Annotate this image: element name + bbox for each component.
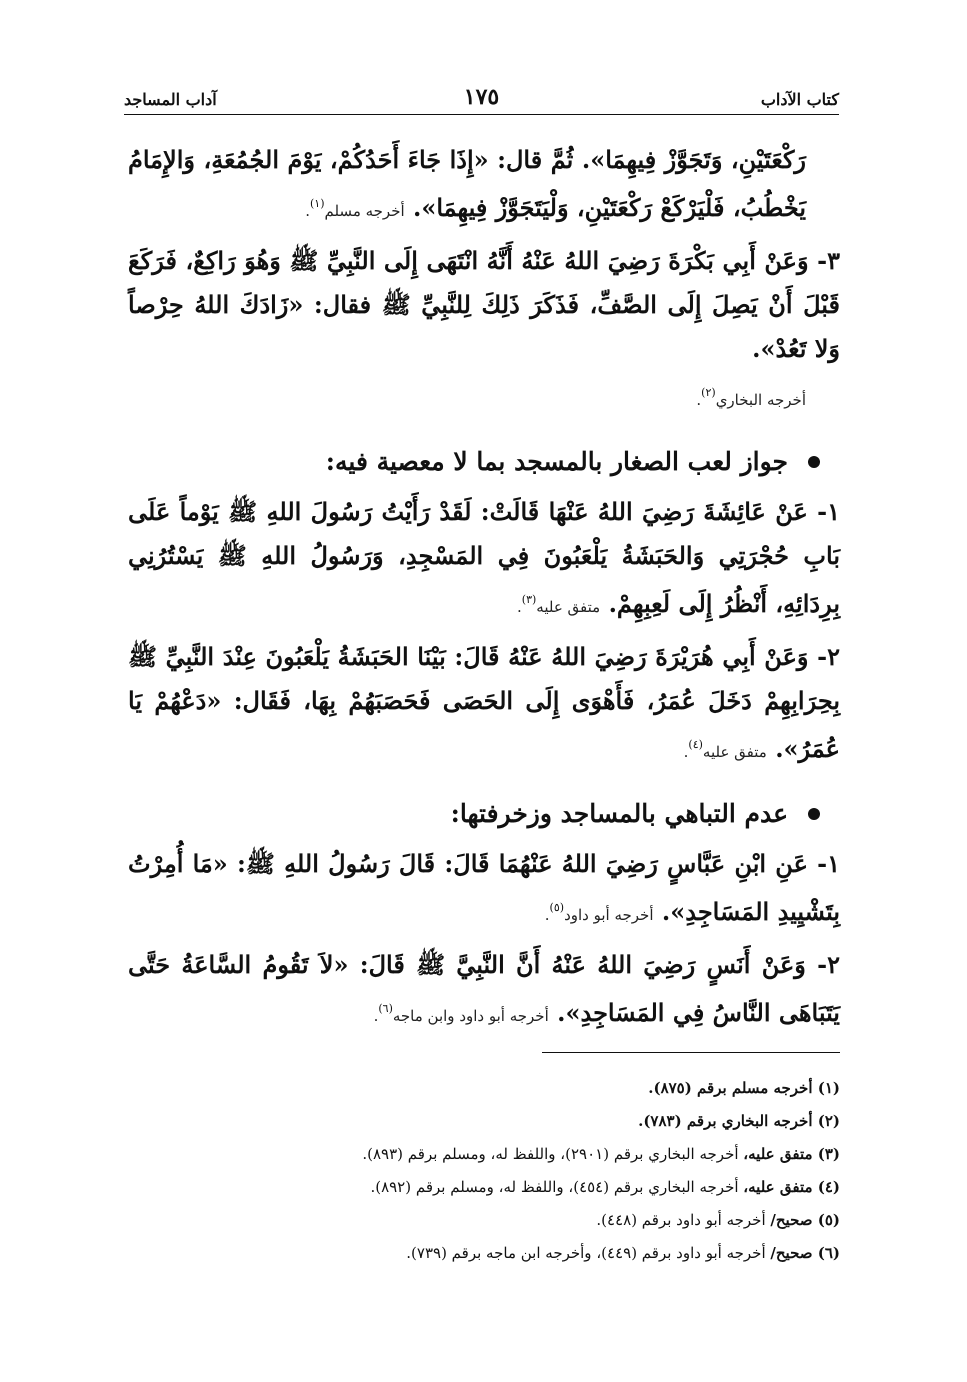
hadith-text: وَعَنْ أَبِي بَكْرَةَ رَضِيَ اللهُ عَنْهُ أَنَّهُ انْتَهَى إِلَى النَّبِيِّ ﷺ وَهُوَ رَاكِعٌ، فَرَكَعَ قَبْلَ أَنْ يَصِلَ إِلَى الصَّفِّ، فَذَكَرَ ذَلِكَ لِلنَّبِيِّ ﷺ فقال: «زَادَكَ اللهُ حِرْصاً وَلا تَعُدْ». bbox=[128, 246, 840, 363]
hadith-text: عَنْ عَائِشَةَ رَضِيَ اللهُ عَنْهَا قَالَتْ: لَقَدْ رَأَيْتُ رَسُولَ اللهِ ﷺ يَوْماً عَلَى بَابِ حُجْرَتِي وَالحَبَشَةُ يَلْعَبُونَ فِي المَسْجِدِ، وَرَسُولُ اللهِ ﷺ يَسْتُرُنِي بِرِدَائِهِ، أَنْظُرُ إِلَى لَعِبِهِمْ. bbox=[128, 497, 840, 618]
hadith-text: وَعَنْ أَبِي هُرَيْرَةَ رَضِيَ اللهُ عَنْهُ قَالَ: بَيْنَا الحَبَشَةُ يَلْعَبُونَ عِنْدَ النَّبِيِّ ﷺ بِحِرَابِهِمْ دَخَلَ عُمَرُ، فَأَهْوَى إِلَى الحَصَى فَحَصَبَهُمْ بِهَا، فَقَال: «دَعْهُمْ يَا عُمَرُ». bbox=[128, 642, 840, 763]
hadith-text: رَكْعَتَيْنِ، وَتَجَوَّزْ فِيهِمَا». ثُمَّ قال: «إِذَا جَاءَ أَحَدُكُمْ، يَوْمَ الجُمُعَةِ، وَالإِمَامُ يَخْطُبُ، فَلْيَرْكَعْ رَكْعَتَيْنِ، وَلْيَتَجَوَّزْ فِيهِمَا». bbox=[128, 145, 806, 222]
footnote-1: (١) أخرجه مسلم برقم (٨٧٥). bbox=[648, 1079, 840, 1097]
hadith-item-3: ٣- وَعَنْ أَبِي بَكْرَةَ رَضِيَ اللهُ عَنْهُ أَنَّهُ انْتَهَى إِلَى النَّبِيِّ ﷺ وَهُوَ رَاكِعٌ، فَرَكَعَ قَبْلَ أَنْ يَصِلَ إِلَى الصَّفِّ، فَذَكَرَ ذَلِكَ لِلنَّبِيِّ ﷺ فقال: «زَادَكَ اللهُ حِرْصاً وَلا تَعُدْ». أخرجه البخاري$^{(٢)}$. bbox=[128, 246, 840, 409]
hadith-text: وَعَنْ أَنَسٍ رَضِيَ اللهُ عَنْهُ أَنَّ النَّبِيَّ ﷺ قَالَ: «لاَ تَقُومُ السَّاعَةُ حَتَّى يَتَبَاهَى النَّاسُ فِي المَسَاجِدِ». bbox=[128, 950, 840, 1027]
item-number: ٢- bbox=[817, 642, 841, 671]
footnote-marker: (٣) bbox=[521, 593, 537, 606]
page-number: ١٧٥ bbox=[463, 84, 500, 110]
book-title: كتاب الآداب bbox=[760, 90, 839, 109]
footnotes bbox=[128, 1072, 840, 1270]
bullet-icon bbox=[808, 456, 820, 468]
chapter-title: آداب المساجد bbox=[124, 90, 217, 109]
hadith-item-1-aisha: ١- عَنْ عَائِشَةَ رَضِيَ اللهُ عَنْهَا قَالَتْ: لَقَدْ رَأَيْتُ رَسُولَ اللهِ ﷺ يَوْماً عَلَى بَابِ حُجْرَتِي وَالحَبَشَةُ يَلْعَبُونَ فِي المَسْجِدِ، وَرَسُولُ اللهِ ﷺ يَسْتُرُنِي بِرِدَائِهِ، أَنْظُرُ إِلَى لَعِبِهِمْ. متفق عليه$^{(٣)}$. bbox=[128, 497, 841, 618]
hadith-text: عَنِ ابْنِ عَبَّاسٍ رَضِيَ اللهُ عَنْهُمَا قَالَ: قَالَ رَسُولُ اللهِ ﷺ: «مَا أُمِرْتُ بِتَشْيِيدِ المَسَاجِدِ». bbox=[128, 849, 840, 926]
item-number: ١- bbox=[817, 497, 841, 526]
source-reference: أخرجه البخاري bbox=[715, 391, 806, 409]
footnote-marker: (١) bbox=[309, 197, 325, 210]
hadith-item-2-anas: ٢- وَعَنْ أَنَسٍ رَضِيَ اللهُ عَنْهُ أَنَّ النَّبِيَّ ﷺ قَالَ: «لاَ تَقُومُ السَّاعَةُ حَتَّى يَتَبَاهَى النَّاسُ فِي المَسَاجِدِ». أخرجه أبو داود وابن ماجه$^{(٦)}$. bbox=[128, 950, 840, 1027]
section-heading-mosque-decoration bbox=[128, 792, 840, 836]
hadith-item-2-abu-hurayra: ٢- وَعَنْ أَبِي هُرَيْرَةَ رَضِيَ اللهُ عَنْهُ قَالَ: بَيْنَا الحَبَشَةُ يَلْعَبُونَ عِنْدَ النَّبِيِّ ﷺ بِحِرَابِهِمْ دَخَلَ عُمَرُ، فَأَهْوَى إِلَى الحَصَى فَحَصَبَهُمْ بِهَا، فَقَال: «دَعْهُمْ يَا عُمَرُ». متفق عليه$^{(٤)}$. bbox=[128, 642, 841, 763]
section-heading-children-play bbox=[128, 440, 840, 484]
source-reference: أخرجه أبو داود bbox=[564, 906, 654, 924]
section-title: جواز لعب الصغار بالمسجد بما لا معصية فيه: bbox=[325, 447, 788, 476]
hadith-item-1-ibn-abbas: ١- عَنِ ابْنِ عَبَّاسٍ رَضِيَ اللهُ عَنْهُمَا قَالَ: قَالَ رَسُولُ اللهِ ﷺ: «مَا أُمِرْتُ بِتَشْيِيدِ المَسَاجِدِ». أخرجه أبو داود$^{(٥)}$. bbox=[128, 849, 841, 926]
footnote-marker: (٦) bbox=[378, 1002, 393, 1015]
bullet-icon bbox=[808, 808, 820, 820]
footnote-2: (٢) أخرجه البخاري برقم (٧٨٣). bbox=[638, 1112, 840, 1130]
intro-paragraph: رَكْعَتَيْنِ، وَتَجَوَّزْ فِيهِمَا». ثُمَّ قال: «إِذَا جَاءَ أَحَدُكُمْ، يَوْمَ الجُمُعَةِ، وَالإِمَامُ يَخْطُبُ، فَلْيَرْكَعْ رَكْعَتَيْنِ، وَلْيَتَجَوَّزْ فِيهِمَا». أخرجه مسلم$^{(١)}$. bbox=[128, 145, 806, 222]
item-number: ٣- bbox=[817, 246, 840, 275]
source-reference: متفق عليه bbox=[536, 598, 601, 616]
footnote-5: (٥) صحيح/ أخرجه أبو داود برقم (٤٤٨). bbox=[596, 1211, 840, 1229]
footnote-separator bbox=[542, 1052, 840, 1053]
source-reference: متفق عليه bbox=[702, 743, 767, 761]
footnote-6: (٦) صحيح/ أخرجه أبو داود برقم (٤٤٩)، وأخرجه ابن ماجه برقم (٧٣٩). bbox=[406, 1244, 840, 1262]
source-reference: أخرجه أبو داود وابن ماجه bbox=[392, 1007, 549, 1025]
running-header bbox=[124, 84, 839, 115]
footnote-marker: (٢) bbox=[701, 386, 716, 399]
footnote-marker: (٤) bbox=[688, 738, 703, 751]
main-text bbox=[128, 138, 840, 1044]
item-number: ٢- bbox=[817, 950, 840, 979]
footnote-marker: (٥) bbox=[549, 901, 565, 914]
source-reference: أخرجه مسلم bbox=[324, 202, 405, 220]
section-title: عدم التباهي بالمساجد وزخرفتها: bbox=[450, 799, 788, 828]
footnote-3: (٣) متفق عليه، أخرجه البخاري برقم (٢٩٠١)، واللفظ له، ومسلم برقم (٨٩٣). bbox=[362, 1145, 840, 1163]
footnote-4: (٤) متفق عليه، أخرجه البخاري برقم (٤٥٤)، واللفظ له، ومسلم برقم (٨٩٢). bbox=[370, 1178, 840, 1196]
item-number: ١- bbox=[817, 849, 841, 878]
